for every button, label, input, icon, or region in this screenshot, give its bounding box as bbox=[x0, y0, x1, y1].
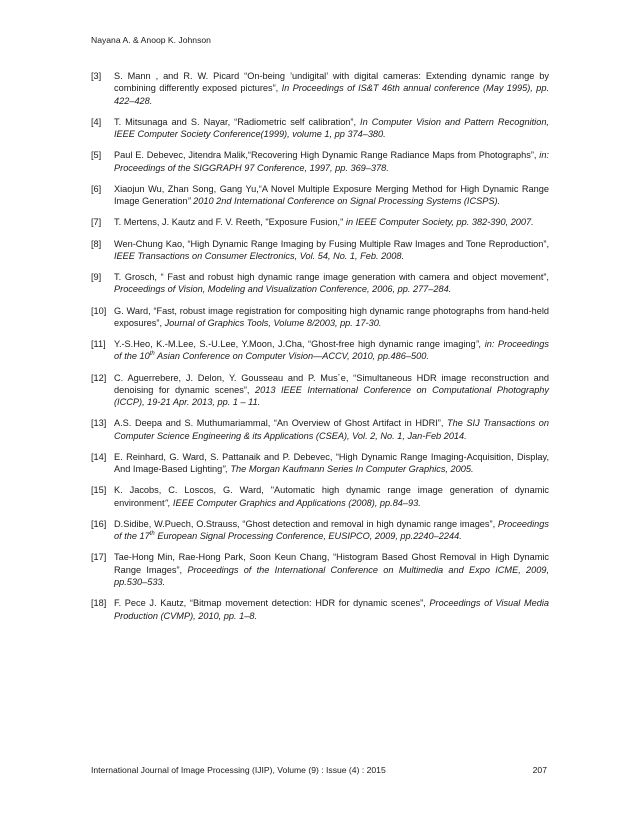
reference-number: [10] bbox=[91, 305, 107, 316]
reference-item bbox=[91, 183, 549, 208]
reference-authors-title: T. Grosch, “ Fast and robust high dynamic range image generation with camera and object movement”, bbox=[114, 272, 549, 282]
reference-authors-title: F. Pece J. Kautz, “Bitmap movement detection: HDR for dynamic scenes”, bbox=[114, 598, 430, 609]
reference-authors-title: D.Sidibe, W.Puech, O.Strauss, “Ghost detection and removal in high dynamic range images”, bbox=[114, 518, 498, 529]
reference-number: [14] bbox=[91, 451, 107, 462]
ordinal-superscript: th bbox=[149, 531, 155, 538]
reference-number: [15] bbox=[91, 485, 107, 496]
reference-number: [4] bbox=[91, 116, 102, 127]
reference-authors-title: G. Ward, “Fast, robust image registration for compositing high dynamic range photographs from hand-held exposures”, bbox=[114, 305, 549, 328]
reference-venue: ”, in: Proceedings of the 10 bbox=[114, 339, 549, 362]
journal-citation: International Journal of Image Processing (IJIP), Volume (9) : Issue (4) : 2015 bbox=[91, 765, 386, 775]
reference-venue: in: Proceedings of the SIGGRAPH 97 Conference, 1997, pp. 369–378. bbox=[114, 150, 549, 173]
reference-authors-title: Xiaojun Wu, Zhan Song, Gang Yu,“A Novel Multiple Exposure Merging Method for High Dynamic Range Image Generation bbox=[114, 183, 549, 207]
reference-number: [17] bbox=[91, 552, 107, 563]
reference-number: [12] bbox=[91, 372, 107, 383]
reference-venue-continued: European Signal Processing Conference, EUSIPCO, 2009, pp.2240–2244. bbox=[154, 531, 462, 542]
page-footer bbox=[91, 765, 547, 775]
reference-number: [9] bbox=[91, 272, 102, 282]
reference-venue: Proceedings of Visual Media Production (CVMP), 2010, pp. 1–8. bbox=[114, 598, 549, 621]
reference-venue-continued: Asian Conference on Computer Vision—ACCV, 2010, pp.486–500. bbox=[154, 351, 429, 362]
reference-item bbox=[91, 551, 549, 588]
reference-item bbox=[91, 451, 549, 476]
reference-venue: in IEEE Computer Society, pp. 382-390, 2007. bbox=[345, 217, 534, 228]
reference-venue: 2013 IEEE International Conference on Computational Photography (ICCP), 19-21 Apr. 2013, pp. 1 – 11. bbox=[114, 384, 550, 408]
reference-item bbox=[91, 116, 549, 141]
reference-item bbox=[91, 216, 549, 228]
reference-number: [11] bbox=[91, 339, 106, 349]
reference-authors-title: Paul E. Debevec, Jitendra Malik,“Recovering High Dynamic Range Radiance Maps from Photographs”, bbox=[114, 150, 540, 161]
reference-authors-title: T. Mertens, J. Kautz and F. V. Reeth, "Exposure Fusion," bbox=[114, 217, 346, 228]
reference-venue: IEEE Transactions on Consumer Electronics, Vol. 54, No. 1, Feb. 2008. bbox=[114, 250, 405, 261]
reference-authors-title: T. Mitsunaga and S. Nayar, “Radiometric self calibration”, bbox=[114, 116, 361, 127]
reference-authors-title: K. Jacobs, C. Loscos, G. Ward, "Automatic high dynamic range image generation of dynamic environment bbox=[114, 485, 549, 508]
reference-item bbox=[91, 372, 549, 409]
reference-venue: ”, The Morgan Kaufmann Series In Computer Graphics, 2005. bbox=[222, 464, 474, 475]
reference-authors-title: Tae-Hong Min, Rae-Hong Park, Soon Keun Chang, “Histogram Based Ghost Removal in High Dynamic Range Images”, bbox=[114, 552, 549, 575]
reference-venue: ” 2010 2nd International Conference on Signal Processing Systems (ICSPS). bbox=[187, 196, 501, 207]
page-number: 207 bbox=[532, 765, 547, 775]
reference-authors-title: A.S. Deepa and S. Muthumariammal, “An Overview of Ghost Artifact in HDRI”, bbox=[114, 418, 448, 429]
reference-venue: Proceedings of the International Conference on Multimedia and Expo ICME, 2009, pp.530–533. bbox=[114, 564, 550, 588]
reference-item bbox=[91, 70, 549, 107]
reference-item bbox=[91, 417, 549, 442]
reference-number: [7] bbox=[91, 217, 102, 228]
reference-number: [8] bbox=[91, 238, 102, 249]
reference-venue: In Proceedings of IS&T 46th annual conference (May 1995), pp. 422–428. bbox=[114, 83, 549, 106]
reference-venue: Proceedings of the 17 bbox=[114, 518, 549, 542]
reference-item bbox=[91, 238, 549, 263]
reference-item bbox=[91, 597, 549, 622]
reference-number: [13] bbox=[91, 418, 107, 429]
reference-authors-title: Y.-S.Heo, K.-M.Lee, S.-U.Lee, Y.Moon, J.Cha, “Ghost-free high dynamic range imaging bbox=[114, 339, 476, 349]
reference-item bbox=[91, 271, 549, 296]
reference-number: [3] bbox=[91, 71, 102, 81]
reference-number: [6] bbox=[91, 183, 102, 194]
reference-item bbox=[91, 518, 549, 543]
reference-authors-title: S. Mann , and R. W. Picard “On-being ’undigital’ with digital cameras: Extending dynamic range by combining differently exposed pictures”, bbox=[114, 71, 549, 94]
reference-venue: In Computer Vision and Pattern Recognition, IEEE Computer Society Conference(1999), volume 1, pp 374–380. bbox=[114, 116, 549, 140]
reference-venue: Proceedings of Vision, Modeling and Visualization Conference, 2006, pp. 277–284. bbox=[114, 284, 452, 295]
reference-venue: ", IEEE Computer Graphics and Applications (2008), pp.84–93. bbox=[164, 497, 421, 508]
reference-authors-title: E. Reinhard, G. Ward, S. Pattanaik and P. Debevec, “High Dynamic Range Imaging-Acquisition, Display, And Image-Based Lighting bbox=[114, 451, 549, 475]
reference-item bbox=[91, 338, 549, 363]
reference-item bbox=[91, 305, 549, 330]
ordinal-superscript: th bbox=[149, 351, 155, 358]
reference-authors-title: Wen-Chung Kao, “High Dynamic Range Imaging by Fusing Multiple Raw Images and Tone Reproduction”, bbox=[114, 238, 549, 249]
running-header: Nayana A. & Anoop K. Johnson bbox=[91, 35, 211, 45]
reference-number: [16] bbox=[91, 518, 107, 529]
reference-venue: Journal of Graphics Tools, Volume 8/2003, pp. 17-30. bbox=[164, 317, 382, 328]
reference-list bbox=[91, 70, 549, 631]
reference-authors-title: C. Aguerrebere, J. Delon, Y. Gousseau and P. Mus´e, “Simultaneous HDR image reconstruction and denoising for dynamic scenes”, bbox=[114, 372, 549, 395]
reference-number: [18] bbox=[91, 598, 107, 609]
reference-item bbox=[91, 149, 549, 174]
reference-venue: The SIJ Transactions on Computer Science Engineering & its Applications (CSEA), Vol. 2, No. 1, Jan-Feb 2014. bbox=[114, 418, 549, 441]
reference-number: [5] bbox=[91, 150, 102, 161]
reference-item bbox=[91, 484, 549, 509]
